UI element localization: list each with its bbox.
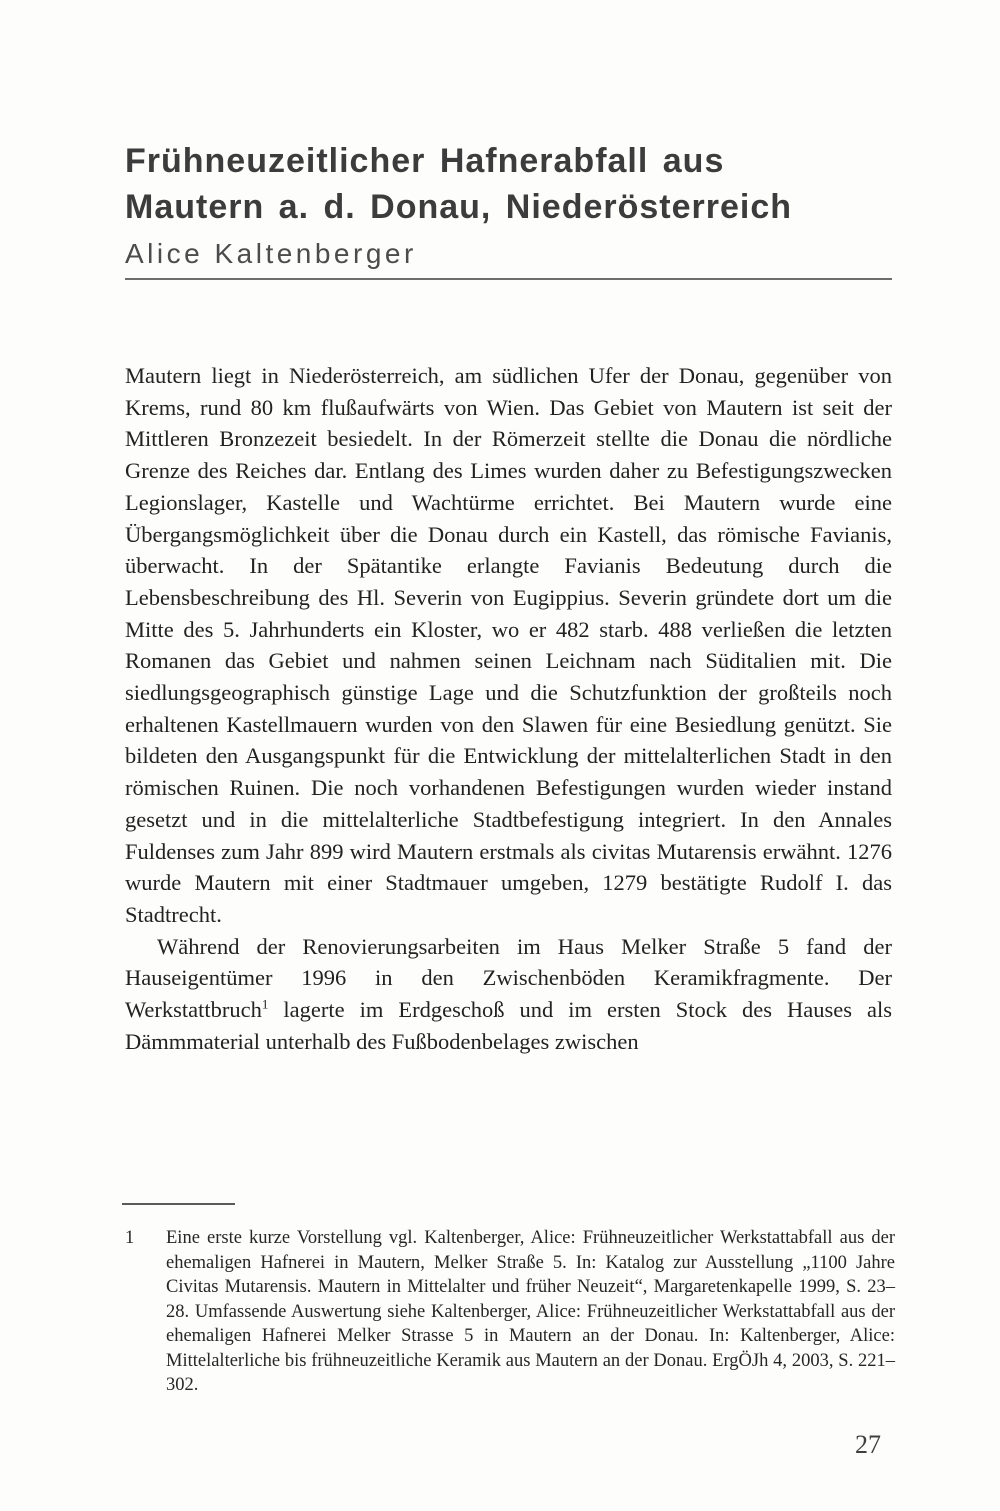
footnote-separator-rule	[122, 1203, 235, 1205]
article-title-line-2: Mautern a. d. Donau, Niederösterreich	[125, 188, 793, 226]
footnote-number: 1	[125, 1228, 135, 1248]
footnote-text: Eine erste kurze Vorstellung vgl. Kaltenberger, Alice: Frühneuzeitlicher Werkstattabfall aus der ehemaligen Hafnerei in Mautern, Melker Straße 5. In: Katalog zur Ausstellung „1100 Jahre Civitas Mutarensis. Mautern in Mittelalter und früher Neuzeit“, Margaretenkapelle 1999, S. 23–28. Umfassende Auswertung siehe Kaltenberger, Alice: Frühneuzeitlicher Werkstattabfall aus der ehemaligen Hafnerei Melker Strasse 5 in Mautern an der Donau. In: Kaltenberger, Alice: Mittelalterliche bis frühneuzeitliche Keramik aus Mautern an der Donau. ErgÖJh 4, 2003, S. 221–302.	[166, 1228, 895, 1395]
footnote-reference-marker: 1	[261, 996, 269, 1012]
body-paragraph-2	[125, 931, 892, 1058]
author-name: Alice Kaltenberger	[125, 238, 417, 269]
article-body	[125, 360, 892, 1057]
footnote-item	[125, 1226, 895, 1398]
article-title-line-1: Frühneuzeitlicher Hafnerabfall aus	[125, 142, 725, 180]
page-number: 27	[855, 1430, 881, 1459]
body-paragraph-2-text-before-ref: Während der Renovierungsarbeiten im Haus Melker Straße 5 fand der Hauseigentümer 1996 in den Zwischenböden Keramikfragmente. Der Werkstattbruch	[125, 933, 892, 1023]
footnote-block	[125, 1226, 895, 1398]
body-paragraph-1: Mautern liegt in Niederösterreich, am südlichen Ufer der Donau, gegenüber von Krems, rund 80 km flußaufwärts von Wien. Das Gebiet von Mautern ist seit der Mittleren Bronzezeit besiedelt. In der Römerzeit stellte die Donau die nördliche Grenze des Reiches dar. Entlang des Limes wurden daher zu Befestigungszwecken Legionslager, Kastelle und Wachtürme errichtet. Bei Mautern wurde eine Übergangsmöglichkeit über die Donau durch ein Kastell, das römische Favianis, überwacht. In der Spätantike erlangte Favianis Bedeutung durch die Lebensbeschreibung des Hl. Severin von Eugippius. Severin gründete dort um die Mitte des 5. Jahrhunderts ein Kloster, wo er 482 starb. 488 verließen die letzten Romanen das Gebiet und nahmen seinen Leichnam nach Süditalien mit. Die siedlungsgeographisch günstige Lage und die Schutzfunktion der großteils noch erhaltenen Kastellmauern wurden von den Slawen für eine Besiedlung genützt. Sie bildeten den Ausgangspunkt für die Entwicklung der mittelalterlichen Stadt in den römischen Ruinen. Die noch vorhandenen Befestigungen wurden wieder instand gesetzt und in die mittelalterliche Stadtbefestigung integriert. In den Annales Fuldenses zum Jahr 899 wird Mautern erstmals als civitas Mutarensis erwähnt. 1276 wurde Mautern mit einer Stadtmauer umgeben, 1279 bestätigte Rudolf I. das Stadtrecht.	[125, 363, 892, 927]
body-paragraph-2-text-after-ref: lagerte im Erdgeschoß und im ersten Stock des Hauses als Dämmmaterial unterhalb des Fußbodenbelages zwischen	[125, 997, 892, 1054]
article-title	[125, 138, 915, 230]
header-divider-rule	[125, 278, 892, 280]
